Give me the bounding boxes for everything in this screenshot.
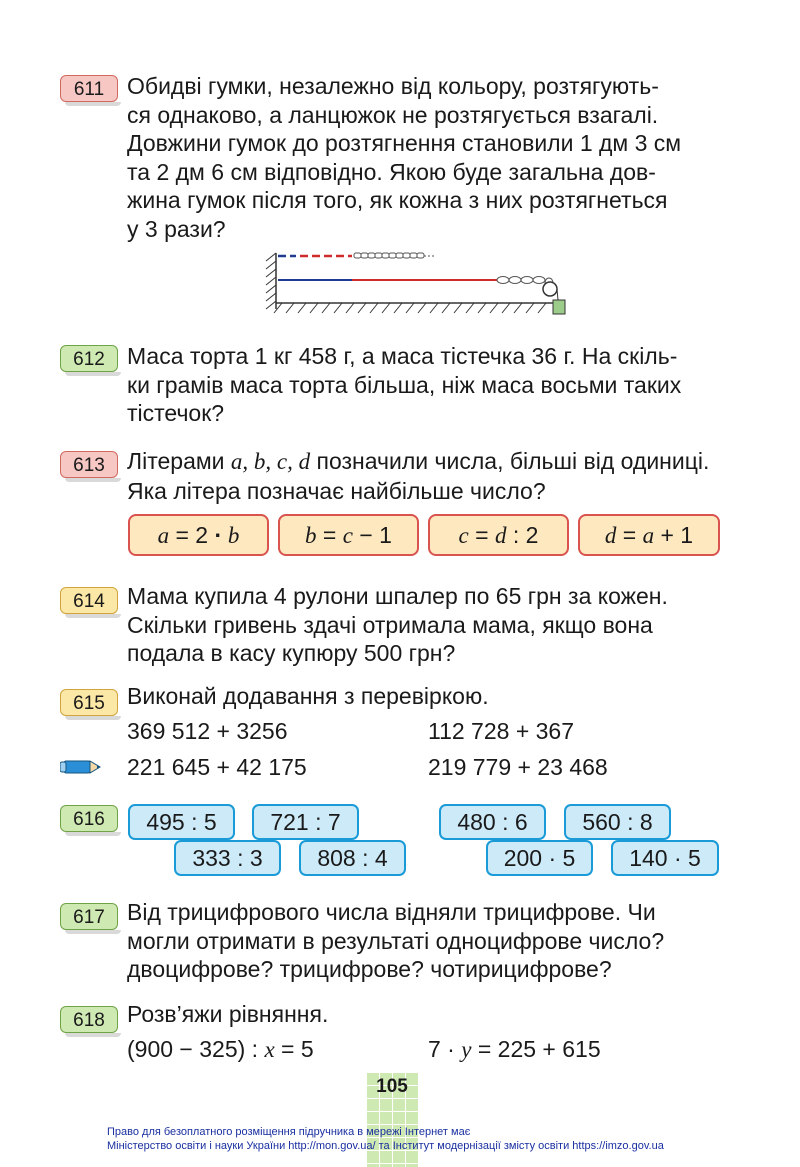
- page-number-block: [366, 1072, 418, 1167]
- task-number-611: 611: [60, 75, 118, 102]
- division-box: 480 : 6: [439, 804, 546, 840]
- task-number-617: 617: [60, 903, 118, 930]
- task-611-text: [127, 72, 787, 243]
- text-line: Маса торта 1 кг 458 г, а маса тістечка 36 г. На скіль-: [127, 343, 678, 369]
- rubber-band-illustration: [262, 247, 574, 325]
- task-number-614: 614: [60, 587, 118, 614]
- text-line: Від трицифрового числа відняли трицифрове. Чи: [127, 899, 656, 925]
- equation-box-c: c = d : 2: [428, 514, 569, 556]
- equation: 7 · y = 225 + 615: [428, 1036, 601, 1062]
- division-box: 808 : 4: [299, 840, 406, 876]
- task-613-text: [127, 447, 787, 505]
- task-number-615: 615: [60, 689, 118, 716]
- task-number-616: 616: [60, 805, 118, 832]
- division-box: 721 : 7: [252, 804, 359, 840]
- task-number-612: 612: [60, 345, 118, 372]
- task-618-title: Розв’яжи рівняння.: [127, 1001, 329, 1027]
- page-number: 105: [376, 1076, 408, 1097]
- task-614-text: [127, 582, 787, 668]
- expression: 221 645 + 42 175: [127, 754, 307, 780]
- text-line: ся однаково, а ланцюжок не розтягується взагалі.: [127, 101, 659, 128]
- text-line: Літерами a, b, c, d позначили числа, більші від одиниці.: [127, 448, 710, 474]
- footer-line-2: Міністерство освіти і науки України http://mon.gov.ua/ та Інститут модернізації змісту освіти https://imzo.gov.ua: [107, 1140, 664, 1152]
- footer-line-1: Право для безоплатного розміщення підручника в мережі Інтернет має: [107, 1126, 471, 1138]
- division-box: 495 : 5: [128, 804, 235, 840]
- text-line: могли отримати в результаті одноцифрове число?: [127, 927, 665, 954]
- text-line: двоцифрове? трицифрове? чотирицифрове?: [127, 956, 612, 982]
- expression: 219 779 + 23 468: [428, 754, 608, 780]
- text-line: тістечок?: [127, 400, 225, 426]
- expression: 112 728 + 367: [428, 718, 575, 744]
- expression: 369 512 + 3256: [127, 718, 288, 744]
- equation-box-b: b = c − 1: [278, 514, 419, 556]
- text-line: Яка літера позначає найбільше число?: [127, 477, 546, 504]
- pencil-icon: [60, 757, 102, 777]
- task-number-613: 613: [60, 451, 118, 478]
- text-line: ки грамів маса торта більша, ніж маса восьми таких: [127, 371, 682, 398]
- task-number-618: 618: [60, 1006, 118, 1033]
- text-line: Мама купила 4 рулони шпалер по 65 грн за кожен.: [127, 583, 668, 609]
- text-line: у 3 рази?: [127, 215, 226, 242]
- division-box: 560 : 8: [564, 804, 671, 840]
- task-612-text: [127, 342, 787, 428]
- multiplication-box: 200 · 5: [486, 840, 593, 876]
- text-line: Довжини гумок до розтягнення становили 1 дм 3 см: [127, 130, 682, 156]
- division-box: 333 : 3: [174, 840, 281, 876]
- equation-box-d: d = a + 1: [578, 514, 720, 556]
- task-615-title: Виконай додавання з перевіркою.: [127, 683, 489, 709]
- multiplication-box: 140 · 5: [611, 840, 719, 876]
- equation: (900 − 325) : x = 5: [127, 1036, 314, 1062]
- task-617-text: [127, 898, 787, 984]
- text-line: Скільки гривень здачі отримала мама, якщо вона: [127, 611, 653, 638]
- text-line: подала в касу купюру 500 грн?: [127, 640, 456, 666]
- text-line: жина гумок після того, як кожна з них розтягнеться: [127, 187, 668, 213]
- equation-box-a: a = 2 · b: [128, 514, 269, 556]
- text-line: Обидві гумки, незалежно від кольору, розтягують-: [127, 73, 659, 99]
- text-line: та 2 дм 6 см відповідно. Якою буде загальна дов-: [127, 158, 656, 185]
